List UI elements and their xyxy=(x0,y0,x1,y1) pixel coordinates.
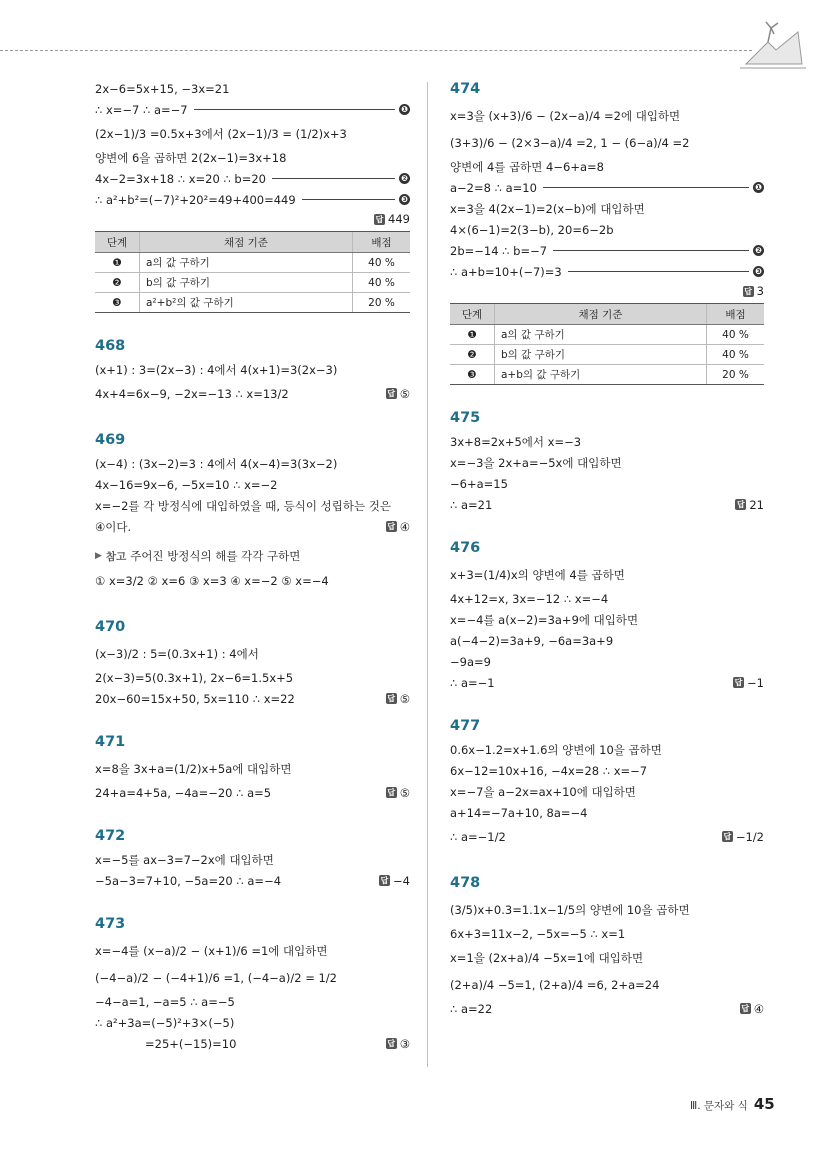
page-number: 45 xyxy=(753,1095,775,1113)
column-divider xyxy=(427,82,428,1067)
problem-number: 475 xyxy=(450,410,481,426)
solution-line: (2x−1)/3 =0.5x+3에서 (2x−1)/3 = (1/2)x+3 xyxy=(95,126,347,141)
solution-line: 2b=−14 ∴ b=−7 ❷ xyxy=(450,240,764,261)
solution-line: ∴ a=−1 답 −1 xyxy=(450,675,764,690)
solution-line: x=−2를 각 방정식에 대입하였을 때, 등식이 성립하는 것은 xyxy=(95,498,391,513)
answer-icon: 답 xyxy=(387,522,396,531)
answer-icon: 답 xyxy=(387,788,396,797)
step-leader-line xyxy=(568,271,749,272)
solution-line: −6+a=15 xyxy=(450,476,508,491)
solution-line: (x−4) : (3x−2)=3 : 4에서 4(x−4)=3(3x−2) xyxy=(95,456,338,471)
grading-table xyxy=(95,231,410,313)
top-dashed-rule xyxy=(0,50,752,51)
problem-number: 476 xyxy=(450,540,481,556)
table-row: ❸ a²+b²의 값 구하기 20 % xyxy=(95,293,410,313)
answer: 답 ④ xyxy=(741,1001,764,1016)
solution-line: 24+a=4+5a, −4a=−20 ∴ a=5 답 ⑤ xyxy=(95,785,410,800)
step-marker-2: ❷ xyxy=(753,245,764,256)
solution-line: 2(x−3)=5(0.3x+1), 2x−6=1.5x+5 xyxy=(95,670,294,685)
chevron-right-icon: ▶ xyxy=(95,551,102,561)
answer: 답 ⑤ xyxy=(387,386,410,401)
problem-468 xyxy=(95,335,410,407)
solution-line: 0.6x−1.2=x+1.6의 양변에 10을 곱하면 xyxy=(450,742,662,757)
step-marker-3: ❸ xyxy=(753,266,764,277)
solution-line: 2x−6=5x+15, −3x=21 xyxy=(95,81,230,96)
table-header: 단계 xyxy=(95,232,140,253)
table-header: 채점 기준 xyxy=(140,232,353,253)
solution-line: ∴ a+b=10+(−7)=3 ❸ xyxy=(450,261,764,282)
answer-icon: 답 xyxy=(734,678,743,687)
solution-line: x=8을 3x+a=(1/2)x+5a에 대입하면 xyxy=(95,761,292,776)
problem-478 xyxy=(450,872,764,1019)
answer-icon: 답 xyxy=(375,214,384,224)
table-row: ❶ a의 값 구하기 40 % xyxy=(95,253,410,273)
table-row: ❸ a+b의 값 구하기 20 % xyxy=(450,365,764,385)
answer: 답 ④ xyxy=(387,519,410,534)
answer-icon: 답 xyxy=(741,1004,750,1013)
solution-line: x=−5를 ax−3=7−2x에 대입하면 xyxy=(95,852,274,867)
solution-line: ∴ a²+3a=(−5)²+3×(−5) xyxy=(95,1015,235,1030)
corner-illustration-icon xyxy=(738,14,808,74)
right-column xyxy=(450,78,764,1019)
solution-line: x=3을 (x+3)/6 − (2x−a)/4 =2에 대입하면 xyxy=(450,108,681,123)
answer: 답 ⑤ xyxy=(387,785,410,800)
table-row: ❷ b의 값 구하기 40 % xyxy=(95,273,410,293)
solution-line: =25+(−15)=10 답 ③ xyxy=(145,1036,410,1051)
problem-number: 468 xyxy=(95,338,126,354)
solution-line: 4x−2=3x+18 ∴ x=20 ∴ b=20 ❷ xyxy=(95,168,410,189)
table-row: ❷ b의 값 구하기 40 % xyxy=(450,345,764,365)
table-row: ❶ a의 값 구하기 40 % xyxy=(450,325,764,345)
solution-line: x=−4를 (x−a)/2 − (x+1)/6 =1에 대입하면 xyxy=(95,943,328,958)
solution-line: ∴ a²+b²=(−7)²+20²=49+400=449 ❸ xyxy=(95,189,410,210)
answer: 답 ⑤ xyxy=(387,691,410,706)
solution-line: 4x+12=x, 3x=−12 ∴ x=−4 xyxy=(450,591,609,606)
solution-line: x=−7을 a−2x=ax+10에 대입하면 xyxy=(450,784,636,799)
solution-line: 양변에 4를 곱하면 4−6+a=8 xyxy=(450,159,604,174)
solution-line: 20x−60=15x+50, 5x=110 ∴ x=22 답 ⑤ xyxy=(95,691,410,706)
problem-476 xyxy=(450,537,764,693)
solution-line: 4x−16=9x−6, −5x=10 ∴ x=−2 xyxy=(95,477,278,492)
answer-icon: 답 xyxy=(387,389,396,398)
solution-line: (−4−a)/2 − (−4+1)/6 =1, (−4−a)/2 = 1/2 xyxy=(95,970,337,985)
solution-line: x=1을 (2x+a)/4 −5x=1에 대입하면 xyxy=(450,950,644,965)
problem-471 xyxy=(95,731,410,803)
problem-475 xyxy=(450,407,764,515)
solution-line: a(−4−2)=3a+9, −6a=3a+9 xyxy=(450,633,614,648)
answer: 답 −1 xyxy=(734,675,764,690)
answer-icon: 답 xyxy=(387,1039,396,1048)
problem-number: 477 xyxy=(450,718,481,734)
solution-line: x+3=(1/4)x의 양변에 4를 곱하면 xyxy=(450,567,625,582)
table-header: 채점 기준 xyxy=(495,304,707,325)
table-header: 배점 xyxy=(353,232,411,253)
problem-469 xyxy=(95,429,410,594)
problem-467-continued xyxy=(95,78,410,313)
answer-icon: 답 xyxy=(736,500,745,509)
step-leader-line xyxy=(272,178,395,179)
problem-473 xyxy=(95,913,410,1054)
problem-474 xyxy=(450,78,764,385)
answer: 답 3 xyxy=(744,284,764,298)
problem-470 xyxy=(95,616,410,709)
page-footer xyxy=(690,1095,775,1113)
table-header: 배점 xyxy=(707,304,765,325)
solution-line: a−2=8 ∴ a=10 ❶ xyxy=(450,177,764,198)
solution-line: 3x+8=2x+5에서 x=−3 xyxy=(450,434,582,449)
solution-line: (x+1) : 3=(2x−3) : 4에서 4(x+1)=3(2x−3) xyxy=(95,362,338,377)
solution-line: 4×(6−1)=2(3−b), 20=6−2b xyxy=(450,222,614,237)
answer-row xyxy=(95,210,410,228)
solution-line: (x−3)/2 : 5=(0.3x+1) : 4에서 xyxy=(95,646,259,661)
problem-number: 478 xyxy=(450,875,481,891)
solution-line: −4−a=1, −a=5 ∴ a=−5 xyxy=(95,994,235,1009)
solution-line: x=−4를 a(x−2)=3a+9에 대입하면 xyxy=(450,612,639,627)
answer: 답 −1/2 xyxy=(723,829,764,844)
left-column xyxy=(95,78,410,1054)
answer-icon: 답 xyxy=(380,876,389,885)
solution-line: ∴ x=−7 ∴ a=−7 ❶ xyxy=(95,99,410,120)
step-marker-3: ❸ xyxy=(399,194,410,205)
step-leader-line xyxy=(302,199,395,200)
answer-icon: 답 xyxy=(723,832,732,841)
step-marker-2: ❷ xyxy=(399,173,410,184)
solution-line: ∴ a=22 답 ④ xyxy=(450,1001,764,1016)
answer-icon: 답 xyxy=(744,286,753,296)
answer: 답 21 xyxy=(736,497,764,512)
answer: 답 ③ xyxy=(387,1036,410,1051)
step-marker-1: ❶ xyxy=(753,182,764,193)
problem-number: 471 xyxy=(95,734,126,750)
solution-line: 4x+4=6x−9, −2x=−13 ∴ x=13/2 답 ⑤ xyxy=(95,386,410,401)
step-marker-1: ❶ xyxy=(399,104,410,115)
solution-line: a+14=−7a+10, 8a=−4 xyxy=(450,805,588,820)
solution-line: 6x+3=11x−2, −5x=−5 ∴ x=1 xyxy=(450,926,626,941)
problem-number: 474 xyxy=(450,81,481,97)
step-leader-line xyxy=(543,187,749,188)
problem-472 xyxy=(95,825,410,891)
step-leader-line xyxy=(194,109,395,110)
problem-number: 469 xyxy=(95,432,126,448)
solution-line: 6x−12=10x+16, −4x=28 ∴ x=−7 xyxy=(450,763,648,778)
solution-line: x=3을 4(2x−1)=2(x−b)에 대입하면 xyxy=(450,201,645,216)
note xyxy=(95,545,410,567)
solution-line: (3/5)x+0.3=1.1x−1/5의 양변에 10을 곱하면 xyxy=(450,902,690,917)
answer: 답 449 xyxy=(375,212,410,226)
answer: 답 −4 xyxy=(380,873,410,888)
problem-number: 472 xyxy=(95,828,126,844)
solution-line: −9a=9 xyxy=(450,654,491,669)
solution-line: −5a−3=7+10, −5a=20 ∴ a=−4 답 −4 xyxy=(95,873,410,888)
step-leader-line xyxy=(553,250,749,251)
answer-icon: 답 xyxy=(387,694,396,703)
problem-477 xyxy=(450,715,764,850)
problem-number: 473 xyxy=(95,916,126,932)
note-text: 주어진 방정식의 해를 각각 구하면 xyxy=(130,549,301,563)
solution-line: ∴ a=−1/2 답 −1/2 xyxy=(450,829,764,844)
note-solutions: ① x=3/2 ② x=6 ③ x=3 ④ x=−2 ⑤ x=−4 xyxy=(95,573,329,588)
chapter-label: Ⅲ. 문자와 식 xyxy=(690,1100,748,1112)
problem-number: 470 xyxy=(95,619,126,635)
answer-row xyxy=(450,282,764,300)
solution-line: x=−3을 2x+a=−5x에 대입하면 xyxy=(450,455,622,470)
solution-line: ∴ a=21 답 21 xyxy=(450,497,764,512)
solution-line: (3+3)/6 − (2×3−a)/4 =2, 1 − (6−a)/4 =2 xyxy=(450,135,690,150)
solution-line: ④이다. 답 ④ xyxy=(95,519,410,534)
grading-table xyxy=(450,303,764,385)
solution-line: 양변에 6을 곱하면 2(2x−1)=3x+18 xyxy=(95,150,287,165)
note-label: 참고 xyxy=(105,550,127,563)
table-header: 단계 xyxy=(450,304,495,325)
solution-line: (2+a)/4 −5=1, (2+a)/4 =6, 2+a=24 xyxy=(450,977,660,992)
